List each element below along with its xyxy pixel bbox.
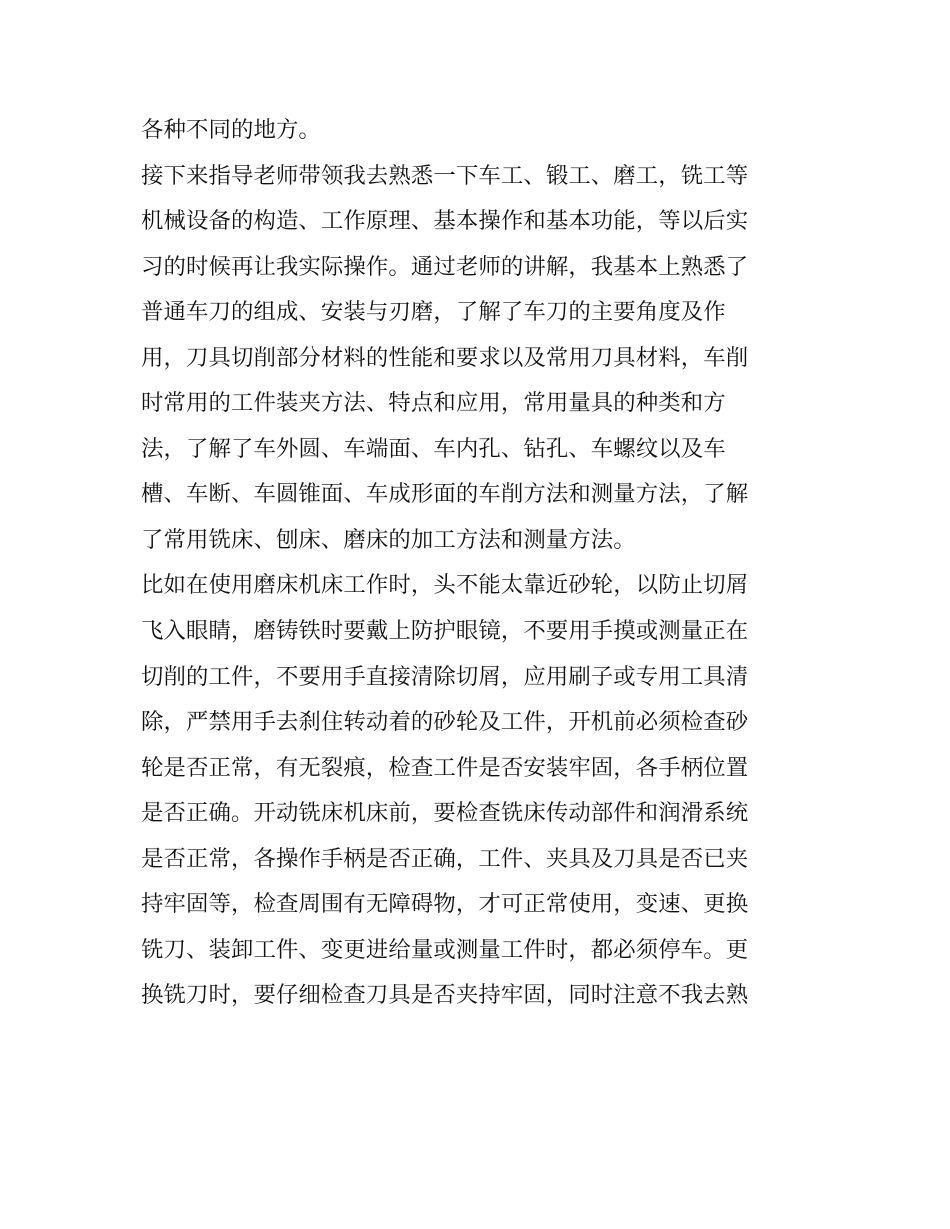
text-line: 法，了解了车外圆、车端面、车内孔、钻孔、车螺纹以及车 [141,435,726,462]
body-text [141,108,821,1019]
text-line: 铣刀、装卸工件、变更进给量或测量工件时，都必须停车。更 [141,936,749,963]
text-line: 接下来指导老师带领我去熟悉一下车工、锻工、磨工，铣工等 [141,162,749,189]
text-line: 各种不同的地方。 [141,117,321,143]
text-line: 切削的工件，不要用手直接清除切屑，应用刷子或专用工具清 [141,663,749,690]
text-line: 时常用的工件装夹方法、特点和应用，常用量具的种类和方 [141,390,726,417]
text-line: 持牢固等，检查周围有无障碍物，才可正常使用，变速、更换 [141,891,749,918]
text-line: 飞入眼睛，磨铸铁时要戴上防护眼镜，不要用手摸或测量正在 [141,618,749,645]
text-line: 轮是否正常，有无裂痕，检查工件是否安装牢固，各手柄位置 [141,754,749,781]
text-line: 机械设备的构造、工作原理、基本操作和基本功能，等以后实 [141,208,749,235]
text-line: 换铣刀时，要仔细检查刀具是否夹持牢固，同时注意不我去熟 [141,982,749,1009]
text-line: 习的时候再让我实际操作。通过老师的讲解，我基本上熟悉了 [141,253,749,280]
text-line: 普通车刀的组成、安装与刃磨，了解了车刀的主要角度及作 [141,299,726,326]
text-line: 槽、车断、车圆锥面、车成形面的车削方法和测量方法，了解 [141,481,749,508]
text-line: 用，刀具切削部分材料的性能和要求以及常用刀具材料，车削 [141,344,749,371]
text-line: 比如在使用磨床机床工作时，头不能太靠近砂轮，以防止切屑 [141,572,749,599]
text-line: 是否正常，各操作手柄是否正确，工件、夹具及刀具是否已夹 [141,845,749,872]
text-line: 是否正确。开动铣床机床前，要检查铣床传动部件和润滑系统 [141,800,749,827]
text-line: 了常用铣床、刨床、磨床的加工方法和测量方法。 [141,526,636,553]
text-line: 除，严禁用手去刹住转动着的砂轮及工件，开机前必须检查砂 [141,709,749,736]
